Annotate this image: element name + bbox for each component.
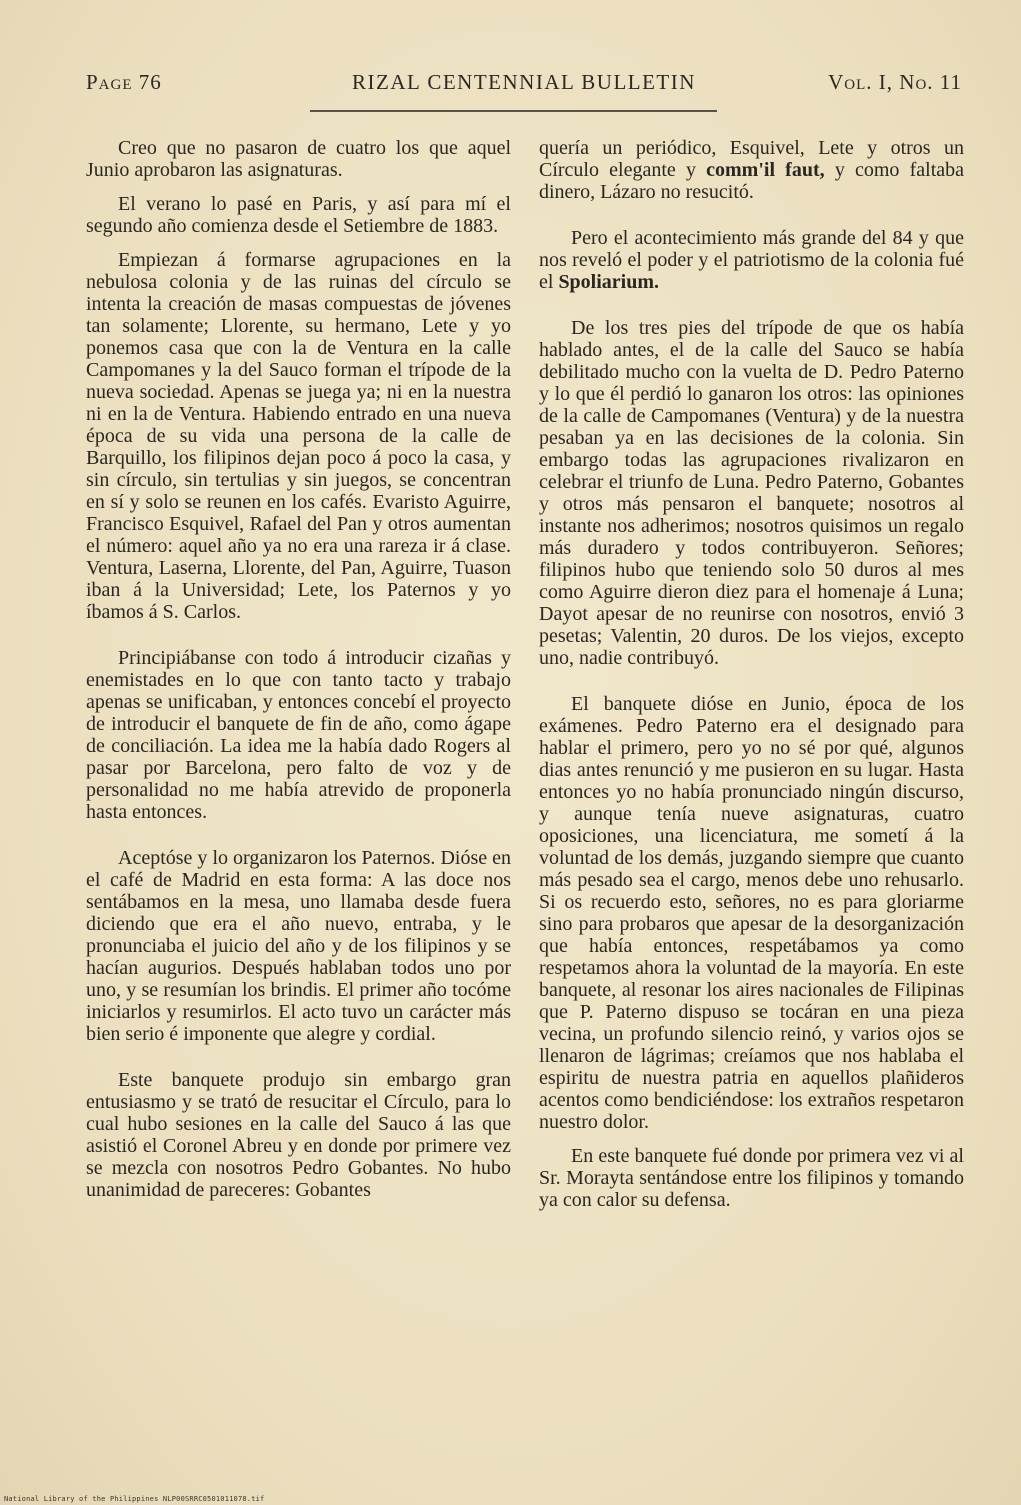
paragraph: Aceptóse y lo organizaron los Paternos. Dióse en el café de Madrid en esta forma: A las doce nos sentábamos en la mesa, uno llamaba desde fuera diciendo que era el año nuevo, entraba, y le pronunciaba el juicio del año y de los filipinos y se hacían augurios. Después hablaban todos uno por uno, y se resumían los brindis. El primer año tocóme iniciarlos y resumirlos. El acto tuvo un carácter más bien serio é imponente que alegre y cordial. (86, 847, 511, 1045)
paragraph: Empiezan á formarse agrupaciones en la nebulosa colonia y de las ruinas del círculo se intenta la creación de masas compuestas de jóvenes tan solamente; Llorente, su hermano, Lete y yo ponemos casa que con la de Ventura en la calle Campomanes y la del Sauco forman el trípode de la nueva sociedad. Apenas se juega ya; ni en la nuestra ni en la de Ventura. Habiendo entrado en una nueva época de su vida una persona de la calle de Barquillo, los filipinos dejan poco á poco la casa, y sin círculo, sin tertulias y sin juegos, se concentran en sí y solo se reunen en los cafés. Evaristo Aguirre, Francisco Esquivel, Rafael del Pan y otros aumentan el número: aquel año ya no era una rareza ir á clase. Ventura, Laserna, Llorente, del Pan, Aguirre, Tuason iban á la Universidad; Lete, los Paternos y yo íbamos á S. Carlos. (86, 249, 511, 623)
left-column (86, 137, 511, 1213)
emphasis: Spoliarium. (558, 271, 660, 293)
paragraph-continued (539, 137, 964, 203)
paragraph (539, 227, 964, 293)
text-run: quería un periódico, Esquivel, Lete y otros un Círculo elegante y (539, 137, 964, 181)
paragraph: El banquete dióse en Junio, época de los exámenes. Pedro Paterno era el designado para hablar el primero, pero yo no sé por qué, algunos dias antes renunció y me pusieron en su lugar. Hasta entonces yo no había pronunciado ningún discurso, y aunque tenía nueve asignaturas, cuatro oposiciones, una licenciatura, me sometí á la voluntad de los demás, juzgando siempre que cuanto más pesado sea el cargo, menos debe uno rehusarlo. Si os recuerdo esto, señores, no es para gloriarme sino para probaros que apesar de la desorganización que había entonces, respetábamos ya como respetamos ahora la voluntad de la mayoría. En este banquete, al resonar los aires nacionales de Filipinas que P. Paterno dispuso se tocáran en una pieza vecina, un profundo silencio reinó, y varios ojos se llenaron de lágrimas; creíamos que nos hablaba el espiritu de nuestra patria en aquellos plañideros acentos como bendiciéndose: los extraños respetaron nuestro dolor. (539, 693, 964, 1133)
paragraph: En este banquete fué donde por primera vez vi al Sr. Morayta sentándose entre los filipinos y tomando ya con calor su defensa. (539, 1145, 964, 1211)
volume-number: Vol. I, No. 11 (828, 70, 962, 94)
right-column (539, 137, 964, 1223)
scan-footer: National Library of the Philippines NLP00SRRC0501011078.tif (4, 1495, 265, 1503)
paragraph: De los tres pies del trípode de que os había hablado antes, el de la calle del Sauco se había debilitado mucho con la vuelta de D. Pedro Paterno y lo que él perdió lo ganaron los otros: las opiniones de la calle de Campomanes (Ventura) y de la nuestra pesaban ya en las decisiones de la colonia. Sin embargo todas las agrupaciones rivalizaron en celebrar el triunfo de Luna. Pedro Paterno, Gobantes y otros más pensaron el banquete; nosotros al instante nos adherimos; nosotros quisimos un regalo más duradero y todos contribuyeron. Señores; filipinos hubo que teniendo solo 50 duros al mes como Aguirre dieron diez para el homenaje á Luna; Dayot apesar de no reunirse con nosotros, envió 3 pesetas; Valentin, 20 duros. De los viejos, excepto uno, nadie contribuyó. (539, 317, 964, 669)
page-number: Page 76 (86, 70, 162, 94)
paragraph: Creo que no pasaron de cuatro los que aquel Junio aprobaron las asignaturas. (86, 137, 511, 181)
text-run: Pero el acontecimiento más grande del 84 y que nos reveló el poder y el patriotismo de la colonia fué el (539, 227, 964, 293)
paragraph: Principiábanse con todo á introducir cizañas y enemistades en lo que con tanto tacto y trabajo apenas se unificaban, y entonces concebí el proyecto de introducir el banquete de fin de año, como ágape de conciliación. La idea me la había dado Rogers al pasar por Barcelona, pero falto de voz y de personalidad no me había atrevido de proponerla hasta entonces. (86, 647, 511, 823)
text-run: y como faltaba dinero, Lázaro no resucitó. (539, 159, 965, 203)
publication-title: RIZAL CENTENNIAL BULLETIN (352, 70, 696, 94)
running-header (86, 70, 962, 100)
paragraph: Este banquete produjo sin embargo gran entusiasmo y se trató de resucitar el Círculo, para lo cual hubo sesiones en la calle del Sauco á las que asistió el Coronel Abreu y en donde por primere vez se mezcla con nosotros Pedro Gobantes. No hubo unanimidad de pareceres: Gobantes (86, 1069, 511, 1201)
emphasis: comm'il faut, (706, 159, 825, 181)
paragraph: El verano lo pasé en Paris, y así para mí el segundo año comienza desde el Setiembre de 1883. (86, 193, 511, 237)
header-rule (310, 110, 717, 112)
